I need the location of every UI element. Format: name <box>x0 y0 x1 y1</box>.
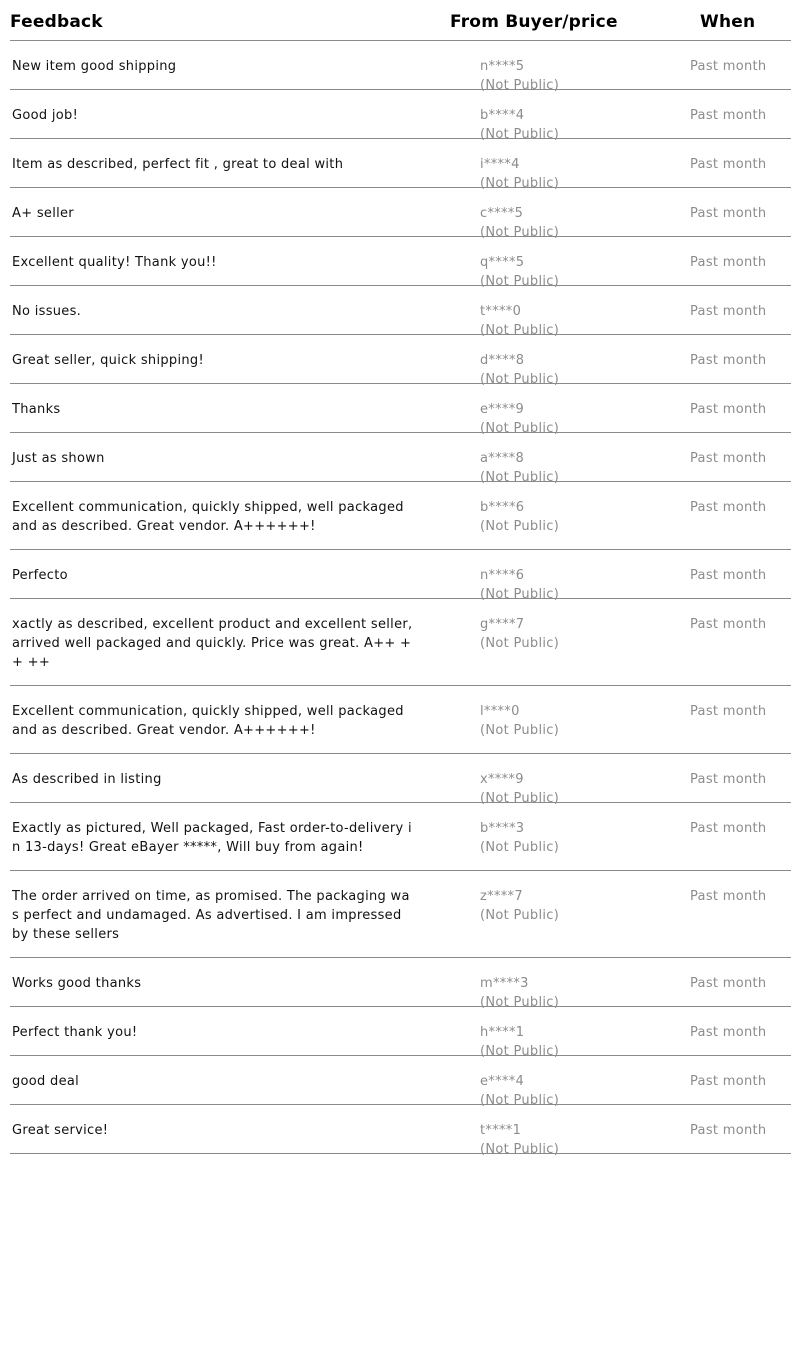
feedback-comment: Works good thanks <box>12 976 142 991</box>
feedback-date: Past month <box>690 353 767 368</box>
buyer-info <box>480 615 559 653</box>
table-row <box>10 335 791 387</box>
table-row <box>10 482 791 550</box>
feedback-comment: Perfect thank you! <box>12 1025 138 1040</box>
buyer-id: d****8 <box>480 353 525 368</box>
feedback-date: Past month <box>690 1074 767 1089</box>
column-header-buyer-price: From Buyer/price <box>450 12 618 32</box>
table-row <box>10 90 791 142</box>
feedback-date: Past month <box>690 206 767 221</box>
feedback-date: Past month <box>690 772 767 787</box>
buyer-id: b****4 <box>480 108 525 123</box>
column-header-when: When <box>700 12 756 32</box>
price-note: (Not Public) <box>480 470 560 485</box>
feedback-comment: Excellent communication, quickly shipped, well packaged and as described. Great vendor. A++++++! <box>12 500 404 534</box>
table-row <box>10 237 791 289</box>
table-row <box>10 1056 791 1108</box>
price-note: (Not Public) <box>480 1044 560 1059</box>
table-row <box>10 686 791 754</box>
buyer-id: e****9 <box>480 402 525 417</box>
price-note: (Not Public) <box>480 1142 560 1157</box>
feedback-date: Past month <box>690 1025 767 1040</box>
price-note: (Not Public) <box>480 519 560 534</box>
feedback-date: Past month <box>690 500 767 515</box>
table-row <box>10 1007 791 1059</box>
feedback-comment: Just as shown <box>12 451 105 466</box>
buyer-info <box>480 498 559 536</box>
table-row <box>10 1105 791 1157</box>
price-note: (Not Public) <box>480 1093 560 1108</box>
buyer-id: i****4 <box>480 157 520 172</box>
feedback-table <box>10 0 791 1157</box>
price-note: (Not Public) <box>480 225 560 240</box>
feedback-comment: xactly as described, excellent product and excellent seller, arrived well packaged and quickly. Price was great. A++ ++ ++ <box>12 617 413 670</box>
table-row <box>10 286 791 338</box>
price-note: (Not Public) <box>480 372 560 387</box>
buyer-id: m****3 <box>480 976 529 991</box>
column-header-feedback: Feedback <box>10 12 103 32</box>
buyer-id: l****0 <box>480 704 520 719</box>
feedback-comment: Thanks <box>12 402 61 417</box>
feedback-date: Past month <box>690 568 767 583</box>
table-row <box>10 41 791 93</box>
feedback-comment: Good job! <box>12 108 79 123</box>
buyer-id: q****5 <box>480 255 525 270</box>
table-row <box>10 188 791 240</box>
feedback-date: Past month <box>690 108 767 123</box>
price-note: (Not Public) <box>480 791 560 806</box>
feedback-comment: Great seller, quick shipping! <box>12 353 204 368</box>
price-note: (Not Public) <box>480 421 560 436</box>
feedback-date: Past month <box>690 451 767 466</box>
price-note: (Not Public) <box>480 78 560 93</box>
feedback-date: Past month <box>690 59 767 74</box>
feedback-comment: New item good shipping <box>12 59 177 74</box>
price-note: (Not Public) <box>480 274 560 289</box>
buyer-id: g****7 <box>480 617 525 632</box>
feedback-comment: Item as described, perfect fit , great to deal with <box>12 157 344 172</box>
table-row <box>10 139 791 191</box>
feedback-date: Past month <box>690 704 767 719</box>
buyer-id: a****8 <box>480 451 525 466</box>
feedback-date: Past month <box>690 402 767 417</box>
table-row <box>10 384 791 436</box>
table-row <box>10 871 791 958</box>
price-note: (Not Public) <box>480 636 560 651</box>
feedback-comment: A+ seller <box>12 206 74 221</box>
feedback-date: Past month <box>690 976 767 991</box>
table-row <box>10 754 791 806</box>
feedback-date: Past month <box>690 255 767 270</box>
buyer-id: t****0 <box>480 304 522 319</box>
buyer-info <box>480 702 559 740</box>
price-note: (Not Public) <box>480 723 560 738</box>
buyer-id: t****1 <box>480 1123 522 1138</box>
price-note: (Not Public) <box>480 840 560 855</box>
feedback-date: Past month <box>690 889 767 904</box>
price-note: (Not Public) <box>480 587 560 602</box>
feedback-comment: Excellent communication, quickly shipped, well packaged and as described. Great vendor. A++++++! <box>12 704 404 738</box>
buyer-id: x****9 <box>480 772 524 787</box>
buyer-info <box>480 819 559 857</box>
feedback-comment: Exactly as pictured, Well packaged, Fast order-to-delivery in 13-days! Great eBayer *****, Will buy from again! <box>12 821 412 855</box>
buyer-id: n****5 <box>480 59 525 74</box>
price-note: (Not Public) <box>480 995 560 1010</box>
feedback-date: Past month <box>690 304 767 319</box>
feedback-comment: As described in listing <box>12 772 162 787</box>
buyer-id: c****5 <box>480 206 524 221</box>
buyer-id: n****6 <box>480 568 525 583</box>
buyer-info <box>480 887 559 925</box>
table-row <box>10 599 791 686</box>
feedback-comment: The order arrived on time, as promised. The packaging was perfect and undamaged. As advertised. I am impressed by these sellers <box>12 889 410 942</box>
table-row <box>10 433 791 485</box>
feedback-date: Past month <box>690 617 767 632</box>
feedback-comment: Perfecto <box>12 568 68 583</box>
table-row <box>10 958 791 1010</box>
table-header <box>10 0 791 41</box>
feedback-comment: Excellent quality! Thank you!! <box>12 255 217 270</box>
feedback-date: Past month <box>690 1123 767 1138</box>
buyer-id: e****4 <box>480 1074 525 1089</box>
buyer-id: h****1 <box>480 1025 525 1040</box>
feedback-comment: Great service! <box>12 1123 109 1138</box>
table-row <box>10 550 791 602</box>
price-note: (Not Public) <box>480 127 560 142</box>
buyer-info <box>480 1121 559 1159</box>
feedback-comment: No issues. <box>12 304 82 319</box>
table-row <box>10 803 791 871</box>
price-note: (Not Public) <box>480 176 560 191</box>
feedback-date: Past month <box>690 157 767 172</box>
buyer-id: b****3 <box>480 821 525 836</box>
price-note: (Not Public) <box>480 908 560 923</box>
buyer-id: b****6 <box>480 500 525 515</box>
price-note: (Not Public) <box>480 323 560 338</box>
buyer-id: z****7 <box>480 889 523 904</box>
feedback-date: Past month <box>690 821 767 836</box>
feedback-comment: good deal <box>12 1074 80 1089</box>
